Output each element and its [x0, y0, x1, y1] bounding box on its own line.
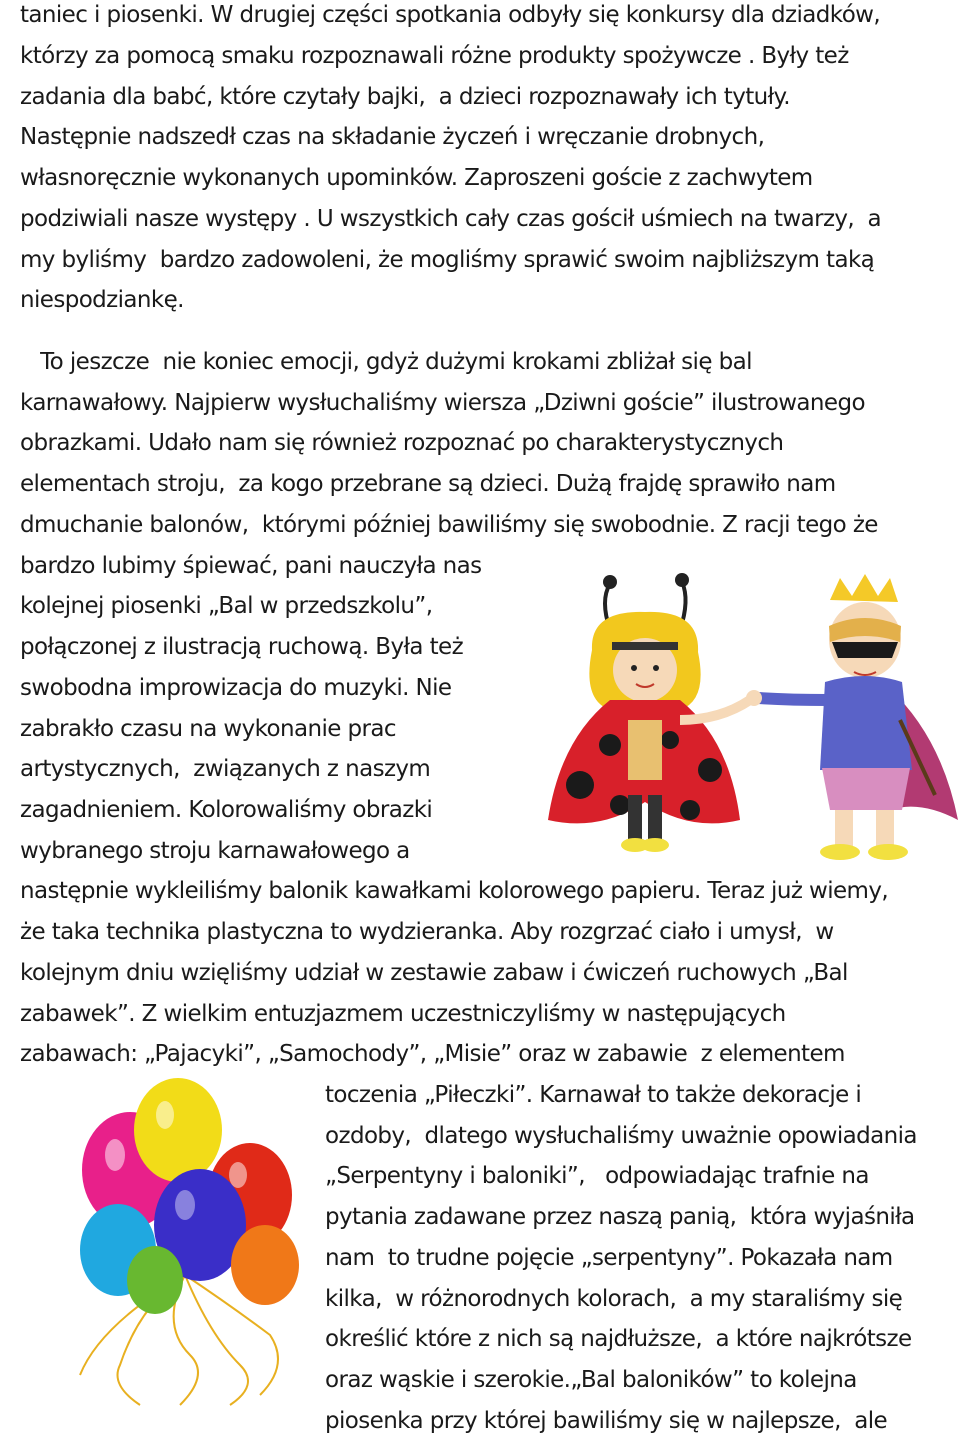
text-line: oraz wąskie i szerokie.„Bal baloników” to kolejna	[325, 1367, 857, 1393]
text-line: zagadnieniem. Kolorowaliśmy obrazki	[20, 797, 433, 823]
text-line: bardzo lubimy śpiewać, pani nauczyła nas	[20, 553, 482, 579]
text-line: zabawach: „Pajacyki”, „Samochody”, „Misie” oraz w zabawie z elementem	[20, 1041, 845, 1067]
text-line: dmuchanie balonów, którymi później bawiliśmy się swobodnie. Z racji tego że	[20, 512, 878, 538]
text-line: To jeszcze nie koniec emocji, gdyż dużymi krokami zbliżał się bal	[20, 349, 752, 375]
text-line: taniec i piosenki. W drugiej części spotkania odbyły się konkursy dla dziadków,	[20, 2, 881, 28]
text-line: że taka technika plastyczna to wydzieranka. Aby rozgrzać ciało i umysł, w	[20, 919, 834, 945]
text-line: określić które z nich są najdłuższe, a które najkrótsze	[325, 1326, 912, 1352]
balloon-orange	[231, 1225, 299, 1305]
text-line: pytania zadawane przez naszą panią, która wyjaśniła	[325, 1204, 915, 1230]
text-line: kilka, w różnorodnych kolorach, a my staraliśmy się	[325, 1286, 903, 1312]
text-line: którzy za pomocą smaku rozpoznawali różne produkty spożywcze . Były też	[20, 43, 849, 69]
text-line: własnoręcznie wykonanych upominków. Zaproszeni goście z zachwytem	[20, 165, 813, 191]
text-line: karnawałowy. Najpierw wysłuchaliśmy wiersza „Dziwni goście” ilustrowanego	[20, 390, 865, 416]
text-line: zabrakło czasu na wykonanie prac	[20, 716, 396, 742]
balloon-green	[127, 1246, 183, 1314]
text-line: następnie wykleiliśmy balonik kawałkami kolorowego papieru. Teraz już wiemy,	[20, 878, 889, 904]
balloons-illustration	[60, 1075, 310, 1415]
text-line: elementach stroju, za kogo przebrane są dzieci. Dużą frajdę sprawiło nam	[20, 471, 836, 497]
text-line: połączonej z ilustracją ruchową. Była też	[20, 634, 464, 660]
text-line: niespodziankę.	[20, 287, 184, 313]
text-line: artystycznych, związanych z naszym	[20, 756, 431, 782]
text-line: kolejnym dniu wzięliśmy udział w zestawie zabaw i ćwiczeń ruchowych „Bal	[20, 960, 848, 986]
text-line: toczenia „Piłeczki”. Karnawał to także dekoracje i	[325, 1082, 862, 1108]
text-line: kolejnej piosenki „Bal w przedszkolu”,	[20, 593, 433, 619]
ladybug-girl-figure	[548, 573, 750, 852]
prince-boy-figure	[746, 574, 958, 860]
text-line: zabawek”. Z wielkim entuzjazmem uczestniczyliśmy w następujących	[20, 1001, 786, 1027]
text-line: zadania dla babć, które czytały bajki, a dzieci rozpoznawały ich tytuły.	[20, 84, 791, 110]
costumed-children-illustration	[540, 570, 960, 870]
text-line: „Serpentyny i baloniki”, odpowiadając trafnie na	[325, 1163, 869, 1189]
text-line: nam to trudne pojęcie „serpentyny”. Pokazała nam	[325, 1245, 893, 1271]
text-line: ozdoby, dlatego wysłuchaliśmy uważnie opowiadania	[325, 1123, 917, 1149]
text-line: swobodna improwizacja do muzyki. Nie	[20, 675, 452, 701]
balloon-yellow	[134, 1078, 222, 1182]
text-line: piosenka przy której bawiliśmy się w najlepsze, ale	[325, 1408, 888, 1434]
text-line: my byliśmy bardzo zadowoleni, że mogliśmy sprawić swoim najbliższym taką	[20, 247, 875, 273]
text-line: obrazkami. Udało nam się również rozpoznać po charakterystycznych	[20, 430, 784, 456]
text-line: Następnie nadszedł czas na składanie życzeń i wręczanie drobnych,	[20, 124, 765, 150]
text-line: podziwiali nasze występy . U wszystkich cały czas gościł uśmiech na twarzy, a	[20, 206, 882, 232]
text-line: wybranego stroju karnawałowego a	[20, 838, 410, 864]
